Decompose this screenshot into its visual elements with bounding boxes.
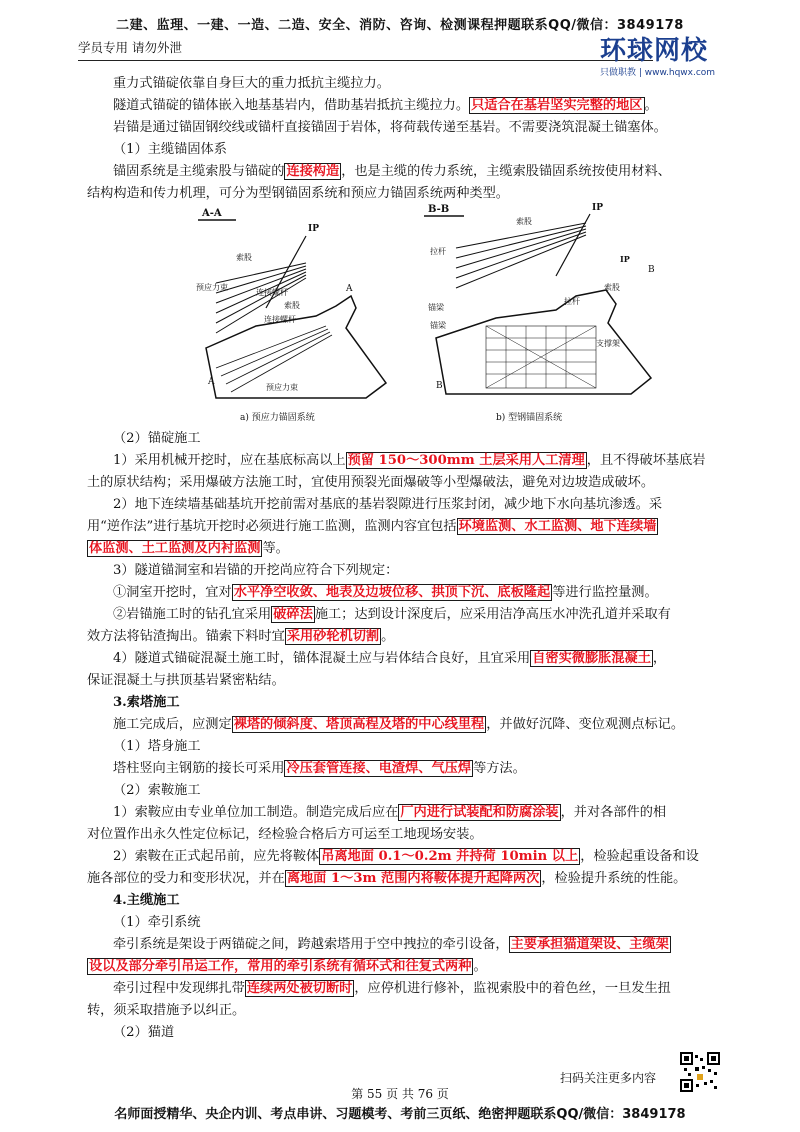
top-banner: 二建、监理、一建、一造、二造、安全、消防、咨询、检测课程押题联系QQ/微信：3849178 — [116, 18, 684, 33]
section-label-b: B-B — [428, 204, 450, 215]
confidential-note: 学员专用 请勿外泄 — [78, 40, 182, 55]
cable-label-b: 索股 — [516, 217, 532, 226]
highlight: 离地面 1～3m 范围内将鞍体提升起降两次 — [286, 871, 540, 886]
conn-bolt-label-a: 连接螺杆 — [256, 288, 288, 297]
pull-rod-label-b2: 拉杆 — [564, 297, 580, 306]
subheading-saddle: （2）索鞍施工 — [113, 783, 201, 798]
para-rebar: 塔柱竖向主钢筋的接长可采用 冷压套管连接、电渣焊、气压焊 等方法。 — [113, 761, 526, 776]
highlight: 厂内进行试装配和防腐涂装 — [400, 805, 559, 820]
para-excavation-cont: 土的原状结构；采用爆破方法施工时，宜使用预裂光面爆破等小型爆破法，避免对边坡造成破坏。 — [87, 475, 655, 490]
para-drilling-cont: 效方法将钻渣掏出。锚索下料时宜 采用砂轮机切割 。 — [87, 629, 395, 644]
para-tunnel: 隧道式锚碇的锚体嵌入地基基岩内，借助基岩抵抗主缆拉力。 只适合在基岩坚实完整的地区 。 — [113, 98, 658, 113]
anchor-label-b2: 锚梁 — [430, 321, 446, 330]
prestress-label-a: 预应力束 — [196, 283, 228, 292]
para-binding: 牵引过程中发现绑扎带 连续两处被切断时 ，应停机进行修补，监视索股中的着色丝，一旦发生扭 — [113, 981, 671, 996]
para-saddle-make-cont: 对位置作出永久性定位标记，经检验合格后方可运至工地现场安装。 — [87, 827, 483, 842]
para-diaphragm-wall: 2）地下连续墙基础基坑开挖前需对基底的基岩裂隙进行压浆封闭，减少地下水向基坑渗透。采 — [113, 497, 663, 512]
conn-bolt-label-a2: 连接螺杆 — [264, 315, 296, 324]
mark-b-bottom: B — [436, 381, 443, 391]
scan-note: 扫码关注更多内容 — [560, 1071, 657, 1085]
para-saddle-make: 1）索鞍应由专业单位加工制造。制造完成后应在 厂内进行试装配和防腐涂装 ，并对各部件的相 — [113, 805, 667, 820]
highlight: 水平净空收敛、地表及边坡位移、拱顶下沉、底板隆起 — [233, 585, 551, 600]
subheading-traction: （1）牵引系统 — [113, 915, 201, 930]
para-anchor-system: 锚固系统是主缆索股与锚碇的 连接构造 ，也是主缆的传力系统，主缆索股锚固系统按使用材料、 — [113, 164, 671, 179]
highlight: 连续两处被切断时 — [246, 981, 353, 996]
para-diaphragm-wall-cont: 用“逆作法”进行基坑开挖时必须进行施工监测，监测内容宜包括 环境监测、水工监测、地下连续墙 — [87, 519, 657, 534]
anchor-label-b: 锚梁 — [428, 303, 444, 312]
para-tunnel-rules: 3）隧道锚洞室和岩锚的开挖尚应符合下列规定： — [113, 563, 399, 578]
ip-label-a: IP — [308, 224, 319, 234]
caption-a: a) 预应力锚固系统 — [240, 413, 315, 423]
heading-main-cable: 4.主缆施工 — [113, 893, 180, 908]
para-drilling: ②岩锚施工时的钻孔宜采用 破碎法 施工；达到设计深度后，应采用洁净高压水冲洗孔道并采取有 — [113, 607, 671, 622]
mark-b-top: B — [648, 265, 655, 275]
figure-b-steel — [424, 203, 655, 423]
para-concrete: 4）隧道式锚碇混凝土施工时，锚体混凝土应与岩体结合良好，且宜采用 自密实微膨胀混凝土 ， — [113, 651, 667, 666]
highlight: 主要承担猫道架设、主缆架 — [510, 937, 669, 952]
highlight: 冷压套管连接、电渣焊、气压焊 — [286, 761, 472, 776]
subheading-anchor-construction: （2）锚碇施工 — [113, 431, 201, 446]
highlight: 体监测、土工监测及内衬监测 — [89, 541, 261, 556]
highlight: 连接构造 — [286, 164, 340, 179]
para-cavern: ①洞室开挖时，宜对 水平净空收敛、地表及边坡位移、拱顶下沉、底板隆起 等进行监控量测。 — [113, 585, 658, 600]
subheading-tower-body: （1）塔身施工 — [113, 739, 201, 754]
bottom-banner: 名师面授精华、央企内训、考点串讲、习题模考、考前三页纸、绝密押题联系QQ/微信：3849178 — [114, 1107, 686, 1122]
figure-a-prestress — [196, 208, 386, 423]
highlight: 预留 150～300mm 土层采用人工清理 — [347, 453, 585, 468]
caption-b: b) 型钢锚固系统 — [496, 413, 563, 423]
highlight: 设以及部分牵引吊运工作，常用的牵引系统有循环式和往复式两种 — [89, 959, 472, 974]
header-divider — [78, 60, 653, 61]
para-binding-cont: 转，须采取措施予以纠正。 — [87, 1003, 246, 1018]
para-saddle-lift: 2）索鞍在正式起吊前，应先将鞍体 吊离地面 0.1～0.2m 并持荷 10min 以上 ，检验起重设备和设 — [113, 849, 699, 864]
brand-logo — [600, 30, 740, 80]
prestress-label-a2: 预应力束 — [266, 383, 298, 392]
section-label-a: A-A — [202, 208, 222, 219]
subheading-catwalk: （2）猫道 — [113, 1025, 175, 1040]
subheading-anchor-system: （1）主缆锚固体系 — [113, 142, 227, 157]
ip-label-b2: IP — [620, 254, 630, 264]
logo-slogan: 只做职教 | www.hqwx.com — [600, 68, 716, 78]
pull-rod-label-b: 拉杆 — [430, 247, 446, 256]
highlight: 采用砂轮机切割 — [286, 629, 380, 644]
para-tower-measure: 施工完成后，应测定 裸塔的倾斜度、塔顶高程及塔的中心线里程 ，并做好沉降、变位观测点标记。 — [113, 717, 685, 732]
para-anchor-system-cont: 结构构造和传力机理，可分为型钢锚固系统和预应力锚固系统两种类型。 — [87, 186, 509, 201]
para-rock-anchor: 岩锚是通过锚固钢绞线或锚杆直接锚固于岩体，将荷载传递至基岩。不需要浇筑混凝土锚塞体。 — [113, 120, 667, 135]
para-saddle-lift-cont: 施各部位的受力和变形状况，并在 离地面 1～3m 范围内将鞍体提升起降两次 ，检验提升系统的性能。 — [87, 871, 687, 886]
para-excavation: 1）采用机械开挖时，应在基底标高以上 预留 150～300mm 土层采用人工清理 ，且不得破坏基底岩 — [113, 453, 706, 468]
cable-label-b2: 索股 — [604, 283, 620, 292]
para-concrete-cont: 保证混凝土与拱顶基岩紧密粘结。 — [87, 673, 285, 688]
mark-a-bottom: A — [208, 377, 215, 387]
mark-a-top: A — [346, 284, 353, 294]
para-gravity: 重力式锚碇依靠自身巨大的重力抵抗主缆拉力。 — [113, 76, 390, 91]
cable-label-a: 索股 — [236, 253, 252, 262]
cable-label-a2: 索股 — [284, 301, 300, 310]
highlight: 环境监测、水工监测、地下连续墙 — [458, 519, 657, 534]
support-frame-label: 支撑架 — [596, 339, 620, 348]
para-traction: 牵引系统是架设于两锚碇之间，跨越索塔用于空中拽拉的牵引设备， 主要承担猫道架设、主缆架 — [113, 937, 669, 952]
anchor-system-figure — [196, 198, 666, 430]
para-traction-cont: 设以及部分牵引吊运工作，常用的牵引系统有循环式和往复式两种 。 — [89, 959, 487, 974]
ip-label-b: IP — [592, 203, 603, 213]
highlight: 吊离地面 0.1～0.2m 并持荷 10min 以上 — [321, 849, 579, 864]
highlight: 裸塔的倾斜度、塔顶高程及塔的中心线里程 — [233, 717, 485, 732]
highlight: 自密实微膨胀混凝土 — [532, 651, 651, 666]
highlight: 破碎法 — [273, 607, 313, 622]
logo-text: 环球网校 — [600, 36, 709, 66]
highlight: 只适合在基岩坚实完整的地区 — [471, 98, 643, 113]
para-diaphragm-wall-cont2: 体监测、土工监测及内衬监测 等。 — [89, 541, 289, 556]
heading-tower: 3.索塔施工 — [113, 695, 180, 710]
page-number: 第 55 页 共 76 页 — [351, 1087, 449, 1101]
